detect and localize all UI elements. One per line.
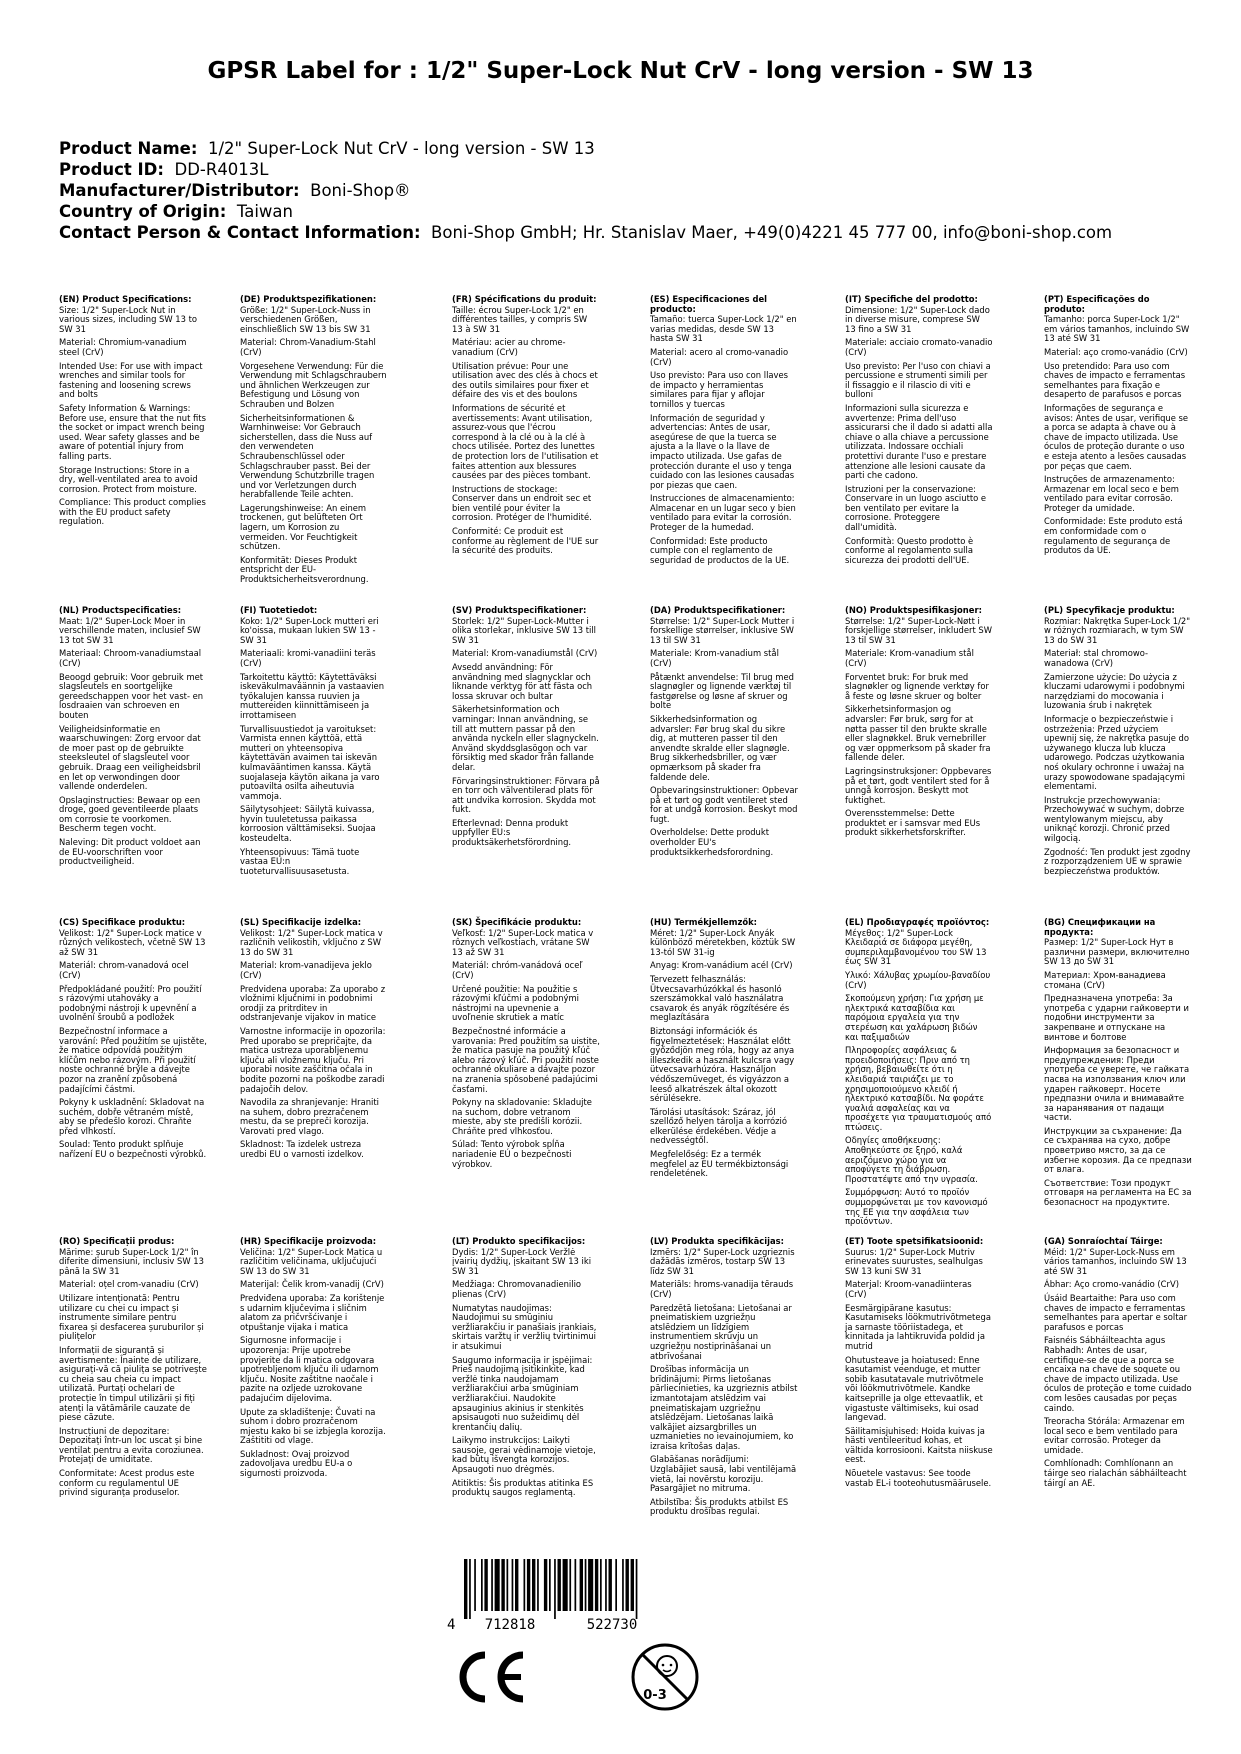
spec-heading: (LV) Produkta specifikācijas: — [650, 1236, 784, 1246]
spec-paragraph: Materijal: Čelik krom-vanadij (CrV) — [240, 1279, 384, 1290]
spec-paragraph: Vorgesehene Verwendung: Für die Verwendung mit Schlagschraubern und ähnlichen Werkzeugen zur Befestigung und Lösung von Schrauben und Bolzen — [240, 360, 387, 409]
spec-column — [650, 295, 798, 569]
barcode-bar — [600, 1559, 602, 1611]
spec-paragraph: Lagerungshinweise: An einem trockenen, gut belüfteten Ort lagern, um Korrosion zu vermeiden. Vor Feuchtigkeit schützen. — [240, 502, 367, 552]
barcode-bar — [609, 1559, 612, 1611]
spec-paragraph: Οδηγίες αποθήκευσης: Αποθηκεύστε σε ξηρό, καλά αεριζόμενο χώρο για να αποφύγετε τη διάβρωση. Προστατέψτε από την υγρασία. — [845, 1135, 978, 1184]
barcode-bar — [537, 1559, 539, 1611]
spec-paragraph: Yhteensopivuus: Tämä tuote vastaa EU:n tuoteturvallisuusasetusta. — [240, 846, 360, 876]
spec-paragraph: Comhlíonadh: Comhlíonann an táirge seo rialachán sábháilteacht táirgí an AE. — [1044, 1458, 1187, 1488]
spec-paragraph: Skladnost: Ta izdelek ustreza uredbi EU o varnosti izdelkov. — [240, 1139, 364, 1160]
info-manufacturer: Manufacturer/Distributor: Boni-Shop® — [59, 181, 411, 200]
spec-paragraph: Conformità: Questo prodotto è conforme al regolamento sulla sicurezza dei prodotti dell'UE. — [845, 535, 974, 565]
barcode-bar — [588, 1559, 593, 1611]
spec-paragraph: Storage Instructions: Store in a dry, well-ventilated area to avoid corrosion. Protect from moisture. — [59, 464, 198, 494]
barcode-bars — [464, 1559, 637, 1619]
spec-paragraph: Ohutusteave ja hoiatused: Enne kasutamist veenduge, et mutter sobib kasutatavale mutrivõtmele või löökmutrivõtmele. Kandke kaitseprille ja olge ettevaatlik, et vigastuste vältimiseks, kui osad langevad. — [845, 1354, 984, 1423]
spec-paragraph: Zamierzone użycie: Do użycia z kluczami udarowymi i podobnymi narzędziami do mocowania i luzowania śrub i nakrętek — [1044, 671, 1185, 711]
spec-heading: (ET) Toote spetsifikatsioonid: — [845, 1236, 984, 1246]
spec-paragraph: Utilisation prévue: Pour une utilisation avec des clés à chocs et des outils similaires pour fixer et défaire des vis et des boulons — [452, 360, 598, 400]
barcode-bar — [622, 1559, 624, 1611]
barcode-bar — [569, 1559, 571, 1611]
spec-heading: (NL) Productspecificaties: — [59, 605, 182, 615]
spec-paragraph: Zgodność: Ten produkt jest zgodny z rozporządzeniem UE w sprawie bezpieczeństwa produktów. — [1044, 846, 1191, 876]
barcode-bar — [501, 1559, 504, 1611]
spec-heading: (HR) Specifikacije proizvoda: — [240, 1236, 377, 1246]
spec-paragraph: Material: oțel crom-vanadiu (CrV) — [59, 1279, 199, 1290]
spec-paragraph: Materiál: chrom-vanadová ocel (CrV) — [59, 960, 189, 980]
spec-paragraph: Dydis: 1/2" Super-Lock Veržlė įvairių dydžių, įskaitant SW 13 iki SW 31 — [452, 1246, 592, 1276]
spec-column — [240, 606, 388, 880]
spec-column — [650, 606, 798, 861]
spec-heading: (SK) Špecifikácie produktu: — [452, 917, 582, 927]
age-warning-icon — [630, 1642, 700, 1712]
spec-paragraph: Predviđena uporaba: Za korištenje s udarnim ključevima i sličnim alatom za pričvršćivanje i otpuštanje vijaka i matica — [240, 1292, 385, 1332]
spec-heading: (RO) Specificații produs: — [59, 1236, 175, 1246]
spec-paragraph: Material: Krom-vanadiumstål (CrV) — [452, 648, 598, 659]
spec-heading: (GA) Sonraíochtaí Táirge: — [1044, 1236, 1163, 1246]
spec-paragraph: Opslaginstructies: Bewaar op een droge, goed geventileerde plaats om corrosie te voorkomen. Bescherm tegen vocht. — [59, 794, 201, 834]
spec-paragraph: Konformität: Dieses Produkt entspricht der EU-Produktsicherheitsverordnung. — [240, 554, 369, 585]
spec-paragraph: Material: Chromium-vanadium steel (CrV) — [59, 337, 187, 357]
spec-paragraph: Bezpečnostní informace a varování: Před použitím se ujistěte, že matice odpovídá použitým klíčům nebo rázovým. Při použití noste ochranné brýle a dávejte pozor na zranění způsobená padajícími částmi. — [59, 1025, 207, 1094]
spec-paragraph: Conformité: Ce produit est conforme au règlement de l'UE sur la sécurité des produits. — [452, 526, 599, 556]
spec-paragraph: Informații de siguranță și avertismente: Înainte de utilizare, asigurați-vă că piulița se potrivește cu cheia sau cheia cu impact utilizată. Purtați ochelari de protecție în timpul utilizării și fiți atenți la vătămările cauzate de piese căzute. — [59, 1344, 207, 1423]
spec-paragraph: Méret: 1/2" Super-Lock Anyák különböző méretekben, köztük SW 13-tól SW 31-ig — [650, 927, 796, 957]
spec-column — [650, 1237, 798, 1521]
spec-paragraph: Uso previsto: Para uso con llaves de impacto y herramientas similares para fijar y aflojar tornillos y tuercas — [650, 370, 789, 409]
spec-paragraph: Navodila za shranjevanje: Hraniti na suhem, dobro prezračenem mestu, da se prepreči korozija. Varovati pred vlago. — [240, 1097, 379, 1136]
ce-mark-icon — [457, 1649, 531, 1705]
spec-paragraph: Anyag: Krom-vanádium acél (CrV) — [650, 960, 793, 971]
spec-paragraph: Veiligheidsinformatie en waarschuwingen: Zorg ervoor dat de moer past op de gebruikte steeksleutel of slagsleutel voor gebruik. Draag een veiligheidsbril en let op verwondingen door vallende onderdelen. — [59, 723, 201, 792]
spec-column — [1044, 295, 1192, 560]
spec-paragraph: Sigurnosne informacije i upozorenja: Prije upotrebe provjerite da li matica odgovara upotrebljenom ključu ili udarnom ključu. Nosite zaštitne naočale i pazite na ozljede uzrokovane padajućim dijelovima. — [240, 1335, 379, 1403]
spec-paragraph: Tarkoitettu käyttö: Käytettäväksi iskeväkulmaväännin ja vastaavien työkalujen kanssa ruuvien ja muttereiden kiinnittämiseen ja irrottamiseen — [240, 671, 384, 720]
spec-paragraph: Taille: écrou Super-Lock 1/2" en différentes tailles, y compris SW 13 à SW 31 — [452, 304, 588, 334]
spec-paragraph: Matériau: acier au chrome-vanadium (CrV) — [452, 337, 566, 357]
spec-heading: (LT) Produkto specifikacijos: — [452, 1236, 586, 1246]
spec-paragraph: Informations de sécurité et avertissements: Avant utilisation, assurez-vous que l'écrou correspond à la clé ou à la clé à chocs utilisée. Portez des lunettes de protection lors de l'utilisation et faites attention aux blessures causées par des pièces tombant. — [452, 402, 599, 481]
spec-paragraph: Uso pretendido: Para uso com chaves de impacto e ferramentas semelhantes para fixação e desaperto de parafusos e porcas — [1044, 360, 1186, 400]
spec-paragraph: Pokyny k uskladnění: Skladovat na suchém, dobře větraném místě, aby se předešlo korozi. Chraňte před vlhkostí. — [59, 1097, 205, 1136]
barcode-bar — [527, 1559, 530, 1611]
spec-heading: (FI) Tuotetiedot: — [240, 605, 318, 615]
barcode-bar — [626, 1559, 629, 1611]
spec-paragraph: Numatytas naudojimas: Naudojimui su smūginiu veržliarakčiu ir panašiais įrankiais, skirtais varžtų ir veržlių tvirtinimui ir atsukimui — [452, 1302, 597, 1351]
barcode-group-1: 712818 — [484, 1617, 536, 1632]
spec-paragraph: Izmērs: 1/2" Super-Lock uzgrieznis dažādās izmēros, tostarp SW 13 līdz SW 31 — [650, 1246, 795, 1276]
spec-paragraph: Upute za skladištenje: Čuvati na suhom i dobro prozračenom mjestu kako bi se izbjegla korozija. Zaštititi od vlage. — [240, 1406, 386, 1446]
spec-paragraph: Treoracha Stórála: Armazenar em local seco e bem ventilado para evitar corrosão. Proteger da umidade. — [1044, 1416, 1185, 1455]
spec-heading: (SV) Produktspecifikationer: — [452, 605, 587, 615]
barcode-bar — [515, 1559, 518, 1611]
spec-heading: (IT) Specifiche del prodotto: — [845, 294, 978, 304]
barcode-bar — [580, 1559, 583, 1611]
spec-paragraph: Съответствие: Този продукт отговаря на регламента на ЕС за безопасност на продуктите. — [1044, 1177, 1192, 1208]
barcode-bar — [615, 1559, 617, 1611]
spec-paragraph: Tárolási utasítások: Száraz, jól szellőző helyen tárolja a korrózió elkerülése érdekében. Védje a nedvességtől. — [650, 1106, 787, 1146]
spec-paragraph: Material: krom-vanadijeva jeklo (CrV) — [240, 960, 372, 980]
spec-heading: (PT) Especificações do produto: — [1044, 294, 1150, 314]
spec-paragraph: Určené použitie: Na použitie s rázovými kľúčmi a podobnými nástrojmi na upevnenie a uvoľnenie skrutiek a matíc — [452, 983, 579, 1023]
barcode-bar — [549, 1559, 551, 1611]
spec-paragraph: Materiale: Krom-vanadium stål (CrV) — [650, 648, 779, 668]
spec-paragraph: Materiał: stal chromowo-wanadowa (CrV) — [1044, 648, 1149, 668]
spec-paragraph: Megfelelőség: Ez a termék megfelel az EU termékbiztonsági rendeletének. — [650, 1149, 789, 1179]
barcode-bar — [481, 1559, 483, 1611]
spec-paragraph: Инструкции за съхранение: Да се съхранява на сухо, добре проветриво място, за да се избегне корозия. Да се предпази от влага. — [1044, 1125, 1192, 1175]
info-contact: Contact Person & Contact Information: Boni-Shop GmbH; Hr. Stanislav Maer, +49(0)4221 45 777 00, info@boni-shop.com — [59, 223, 1113, 242]
spec-paragraph: Rozmiar: Nakrętka Super-Lock 1/2" w różnych rozmiarach, w tym SW 13 do SW 31 — [1044, 615, 1191, 645]
spec-paragraph: Compliance: This product complies with the EU product safety regulation. — [59, 497, 206, 527]
spec-paragraph: Předpokládané použití: Pro použití s rázovými utahováky a podobnými nástroji k upevnění a uvolnění šroubů a podložek — [59, 983, 202, 1023]
barcode-bar — [636, 1559, 638, 1619]
spec-column — [59, 295, 207, 531]
spec-paragraph: Materjal: Kroom-vanadiinteras (CrV) — [845, 1279, 972, 1299]
barcode-bar — [558, 1559, 561, 1611]
barcode-bar — [507, 1559, 509, 1611]
barcode-bar — [563, 1559, 568, 1611]
spec-paragraph: Instrucțiuni de depozitare: Depozitați într-un loc uscat și bine ventilat pentru a evita coroziunea. Protejați de umiditate. — [59, 1425, 204, 1465]
spec-paragraph: Velikost: 1/2" Super-Lock matica v različnih velikostih, vključno z SW 13 do SW 31 — [240, 927, 383, 957]
barcode-bar — [605, 1559, 607, 1611]
spec-paragraph: Tervezett felhasználás: Ütvecsavarhúzókkal és hasonló szerszámokkal való használatra csavarok és anyák rögzítésére és meglazítására — [650, 973, 790, 1023]
spec-column — [240, 295, 388, 589]
spec-paragraph: Veličina: 1/2" Super-Lock Matica u različitim veličinama, uključujući SW 13 do SW 31 — [240, 1246, 383, 1276]
spec-heading: (SL) Specifikacije izdelka: — [240, 917, 362, 927]
spec-paragraph: Súlad: Tento výrobok spĺňa nariadenie EÚ o bezpečnosti výrobkov. — [452, 1139, 572, 1169]
spec-paragraph: Размер: 1/2" Super-Lock Нут в различни размери, включително SW 13 до SW 31 — [1044, 937, 1190, 967]
spec-paragraph: Tamanho: porca Super-Lock 1/2" em vários tamanhos, incluindo SW 13 até SW 31 — [1044, 314, 1190, 344]
spec-paragraph: Mărime: șurub Super-Lock 1/2" în diferite dimensiuni, inclusiv SW 13 până la SW 31 — [59, 1246, 204, 1276]
spec-paragraph: Tamaño: tuerca Super-Lock 1/2" en varias medidas, desde SW 13 hasta SW 31 — [650, 314, 797, 344]
barcode-bar — [554, 1559, 556, 1619]
spec-paragraph: Предназначена употреба: За употреба с ударни гайковерти и подобни инструменти за закрепване и отпускане на винтове и болтове — [1044, 993, 1189, 1042]
barcode-bar — [491, 1559, 493, 1611]
spec-paragraph: Materiāls: hroms-vanadija tērauds (CrV) — [650, 1279, 794, 1299]
spec-paragraph: Conformidad: Este producto cumple con el reglamento de seguridad de productos de la UE. — [650, 535, 790, 565]
spec-column — [59, 606, 207, 871]
spec-paragraph: Sicherheitsinformationen & Warnhinweise: Vor Gebrauch sicherstellen, dass die Nuss auf den verwendeten Schraubenschlüssel oder Schlagschrauber passt. Bei der Verwendung Schutzbrille tragen und vor Verletzungen durch herabfallende Teile achten. — [240, 412, 375, 500]
spec-paragraph: Informações de segurança e avisos: Antes de usar, verifique se a porca se adapta à chave ou à chave de impacto utilizada. Use óculos de proteção durante o uso e esteja atento a lesões causadas por peças que caem. — [1044, 402, 1189, 471]
barcode-bar — [495, 1559, 500, 1611]
barcode-bar — [575, 1559, 577, 1611]
spec-paragraph: Συμμόρφωση: Αυτό το προϊόν συμμορφώνεται με τον κανονισμό της ΕΕ για την ασφάλεια των προϊόντων. — [845, 1187, 988, 1227]
spec-paragraph: Biztonsági információk és figyelmeztetések: Használat előtt győződjön meg róla, hogy az anya illeszkedik a használt kulcsra vagy ütvecsavarhúzóra. Használjon védőszemüveget, és vigyázzon a leeső alkatrészek által okozott sérülésekre. — [650, 1025, 795, 1104]
spec-paragraph: Ábhar: Aço cromo-vanádio (CrV) — [1044, 1279, 1179, 1290]
spec-paragraph: Størrelse: 1/2" Super-Lock-Nøtt i forskjellige størrelser, inkludert SW 13 til SW 31 — [845, 615, 992, 645]
spec-column — [452, 606, 600, 852]
spec-column — [845, 918, 993, 1231]
spec-paragraph: Størrelse: 1/2" Super-Lock Mutter i forskellige størrelser, inklusive SW 13 til SW 31 — [650, 615, 795, 645]
spec-paragraph: Instrukcje przechowywania: Przechowywać w suchym, dobrze wentylowanym miejscu, aby uniknąć korozji. Chronić przed wilgocią. — [1044, 794, 1185, 844]
spec-paragraph: Eesmärgipärane kasutus: Kasutamiseks löökmutrivõtmetega ja sarnaste tööriistadega, et kinnitada ja lahtikruvida poldid ja mutrid — [845, 1302, 991, 1351]
product-info — [59, 138, 1219, 243]
spec-column — [845, 295, 993, 569]
spec-paragraph: Materiaal: Chroom-vanadiumstaal (CrV) — [59, 648, 202, 668]
spec-heading: (BG) Спецификации на продукта: — [1044, 917, 1156, 937]
spec-paragraph: Suurus: 1/2" Super-Lock Mutriv erinevates suurustes, sealhulgas SW 13 kuni SW 31 — [845, 1246, 983, 1276]
spec-paragraph: Maat: 1/2" Super-Lock Moer in verschillende maten, inclusief SW 13 tot SW 31 — [59, 615, 201, 645]
spec-paragraph: Overensstemmelse: Dette produktet er i samsvar med EUs produkt sikkerhetsforskrifter. — [845, 808, 981, 838]
spec-column — [452, 295, 600, 560]
spec-paragraph: Atbilstība: Šis produkts atbilst ES produktu drošības regulai. — [650, 1496, 789, 1517]
ean-barcode — [442, 1557, 692, 1632]
spec-column — [1044, 1237, 1192, 1492]
spec-paragraph: Velikost: 1/2" Super-Lock matice v různých velikostech, včetně SW 13 až SW 31 — [59, 927, 206, 957]
barcode-bar — [469, 1559, 471, 1619]
spec-column — [240, 1237, 388, 1483]
spec-paragraph: Materiál: chróm-vanádová oceľ (CrV) — [452, 960, 583, 980]
spec-paragraph: Naleving: Dit product voldoet aan de EU-voorschriften voor productveiligheid. — [59, 837, 201, 867]
spec-paragraph: Sukladnost: Ovaj proizvod zadovoljava uredbu EU-a o sigurnosti proizvoda. — [240, 1448, 353, 1479]
spec-paragraph: Atitiktis: Šis produktas atitinka ES produktų saugos reglamentą. — [452, 1477, 594, 1498]
spec-paragraph: Bezpečnostné informácie a varovania: Pred použitím sa uistite, že matica pasuje na použitý kľúč alebo rázový kľúč. Pri použití noste ochranné okuliare a dávajte pozor na zranenia spôsobené padajúcimi časťami. — [452, 1025, 600, 1094]
spec-paragraph: Istruzioni per la conservazione: Conservare in un luogo asciutto e ben ventilato per evitare la corrosione. Proteggere dall'umidità. — [845, 483, 987, 533]
barcode-bar — [544, 1559, 547, 1611]
spec-paragraph: Материал: Хром-ванадиева стомана (CrV) — [1044, 969, 1166, 990]
spec-heading: (CS) Specifikace produktu: — [59, 917, 186, 927]
spec-paragraph: Storlek: 1/2" Super-Lock-Mutter i olika storlekar, inklusive SW 13 till SW 31 — [452, 615, 596, 645]
spec-paragraph: Dimensione: 1/2" Super-Lock dado in diverse misure, comprese SW 13 fino a SW 31 — [845, 304, 990, 334]
barcode-bar — [474, 1559, 476, 1611]
spec-paragraph: Sikkerhetsinformasjon og advarsler: Før bruk, sørg for at nøtta passer til den brukte skralle eller slagnøkkel. Bruk vernebriller og vær oppmerksom på skader fra fallende deler. — [845, 704, 991, 763]
spec-heading: (DE) Produktspezifikationen: — [240, 294, 377, 304]
spec-paragraph: Materiale: acciaio cromato-vanadio (CrV) — [845, 337, 993, 357]
spec-paragraph: Paredzētā lietošana: Lietošanai ar pneimatiskiem uzgriežņu atslēdziem un līdzīgiem instrumentiem skrūvju un uzgriežņu nostiprināšanai un atbrīvošanai — [650, 1302, 792, 1361]
spec-paragraph: Avsedd användning: För användning med slagnycklar och liknande verktyg för att fästa och lossa skruvar och bultar — [452, 661, 593, 701]
spec-column — [1044, 918, 1192, 1212]
spec-column — [1044, 606, 1192, 880]
spec-column — [452, 918, 600, 1173]
spec-paragraph: Pokyny na skladovanie: Skladujte na suchom, dobre vetranom mieste, aby ste predišli korózii. Chráňte pred vlhkosťou. — [452, 1097, 592, 1136]
spec-paragraph: Информация за безопасност и предупреждения: Преди употреба се уверете, че гайката пасва на използвания ключ или ударен гайковерт. Носете предпазни очила и внимавайте за наранявания от падащи части. — [1044, 1045, 1190, 1123]
spec-paragraph: Efterlevnad: Denna produkt uppfyller EU:s produktsäkerhetsförordning. — [452, 817, 572, 848]
spec-paragraph: Säilytysohjeet: Säilytä kuivassa, hyvin tuuletetussa paikassa korroosion välttämiseksi. Suojaa kosteudelta. — [240, 804, 376, 844]
spec-paragraph: Instruções de armazenamento: Armazenar em local seco e bem ventilado para evitar corrosão. Proteger da umidade. — [1044, 474, 1179, 513]
spec-paragraph: Koko: 1/2" Super-Lock mutteri eri ko'oissa, mukaan lukien SW 13 - SW 31 — [240, 615, 379, 645]
barcode-group-2: 522730 — [586, 1617, 638, 1632]
spec-paragraph: Opbevaringsinstruktioner: Opbevar på et tørt og godt ventileret sted for at undgå korrosion. Beskyt mod fugt. — [650, 785, 798, 824]
spec-column — [452, 1237, 600, 1502]
spec-paragraph: Größe: 1/2" Super-Lock-Nuss in verschiedenen Größen, einschließlich SW 13 bis SW 31 — [240, 304, 371, 334]
spec-heading: (ES) Especificaciones del producto: — [650, 294, 768, 314]
spec-paragraph: Förvaringsinstruktioner: Förvara på en torr och välventilerad plats för att undvika korrosion. Skydda mot fukt. — [452, 775, 600, 815]
spec-column — [845, 1237, 993, 1492]
age-label: 0-3 — [643, 1688, 667, 1703]
spec-paragraph: Instrucciones de almacenamiento: Almacenar en un lugar seco y bien ventilado para evitar la corrosión. Proteger de la humedad. — [650, 493, 796, 533]
info-country: Country of Origin: Taiwan — [59, 202, 293, 221]
spec-paragraph: Utilizare intenționată: Pentru utilizare cu chei cu impact și instrumente similare pentru fixarea și desfacerea șuruburilor și piulițelor — [59, 1292, 204, 1342]
spec-heading: (PL) Specyfikacje produktu: — [1044, 605, 1175, 615]
spec-paragraph: Drošības informācija un brīdinājumi: Pirms lietošanas pārliecinieties, ka uzgrieznis atbilst izmantotajam atslēdzim vai pneimatiskajam uzgriežņu atslēdzējam. Lietošanas laikā valkājiet aizsargbrilles un uzmanieties no ievainojumiem, ko izraisa krītošas daļas. — [650, 1364, 798, 1451]
spec-paragraph: Material: Chrom-Vanadium-Stahl (CrV) — [240, 337, 376, 357]
spec-paragraph: Informacje o bezpieczeństwie i ostrzeżenia: Przed użyciem upewnij się, że nakrętka pasuje do używanego klucza lub klucza udarowego. Podczas użytkowania noś okulary ochronne i uważaj na urazy spowodowane spadającymi elementami. — [1044, 713, 1189, 792]
spec-paragraph: Overholdelse: Dette produkt overholder EU's produktsikkerhedsforordning. — [650, 827, 774, 857]
barcode-bar — [532, 1559, 535, 1611]
spec-paragraph: Υλικό: Χάλυβας χρωμίου-βαναδίου (CrV) — [845, 969, 991, 990]
spec-column — [59, 918, 207, 1164]
spec-paragraph: Soulad: Tento produkt splňuje nařízení EU o bezpečnosti výrobků. — [59, 1139, 207, 1160]
spec-paragraph: Laikymo instrukcijos: Laikyti sausoje, gerai vėdinamoje vietoje, kad būtų išvengta korozijos. Apsaugoti nuo drėgmės. — [452, 1435, 596, 1475]
barcode-bar — [524, 1559, 526, 1611]
spec-paragraph: Conformidade: Este produto está em conformidade com o regulamento de segurança de produtos da UE. — [1044, 516, 1183, 556]
spec-paragraph: Instructions de stockage: Conserver dans un endroit sec et bien ventilé pour éviter la corrosion. Protéger de l'humidité. — [452, 483, 592, 523]
spec-column — [240, 918, 388, 1164]
spec-paragraph: Méid: 1/2" Super-Lock-Nuss em vários tamanhos, incluindo SW 13 até SW 31 — [1044, 1246, 1187, 1276]
spec-paragraph: Predvidena uporaba: Za uporabo z vložnimi ključnimi in podobnimi orodji za pritrditev in odstranjevanje vijakov in matice — [240, 983, 386, 1023]
barcode-bar — [631, 1559, 634, 1611]
spec-paragraph: Veľkosť: 1/2" Super-Lock matica v rôznych veľkostiach, vrátane SW 13 až SW 31 — [452, 927, 594, 957]
spec-heading: (DA) Produktspecifikationer: — [650, 605, 786, 615]
spec-paragraph: Conformitate: Acest produs este conform cu regulamentul UE privind siguranța produselor. — [59, 1468, 195, 1498]
barcode-bar — [595, 1559, 598, 1611]
spec-paragraph: Säkerhetsinformation och varningar: Innan användning, se till att muttern passar på den använda nyckeln eller slagnyckeln. Använd skyddsglasögon och var försiktig med skador från fallande delar. — [452, 704, 599, 772]
spec-paragraph: Saugumo informacija ir įspėjimai: Prieš naudojimą įsitikinkite, kad veržlė tinka naudojamam veržliarakčiui arba smūginiam veržliarakčiui. Naudokite apsauginius akinius ir stenkitės apsisaugoti nuo sužeidimų dėl krentančių dalių. — [452, 1354, 593, 1432]
spec-column — [59, 1237, 207, 1502]
spec-paragraph: Informazioni sulla sicurezza e avvertenze: Prima dell'uso assicurarsi che il dado si adatti alla chiave o alla chiave a percussione utilizzata. Indossare occhiali protettivi durante l'uso e prestare attenzione alle lesioni causate da parti che cadono. — [845, 402, 993, 481]
spec-heading: (EN) Product Specifications: — [59, 294, 192, 304]
spec-paragraph: Sikkerhedsinformation og advarsler: Før brug skal du sikre dig, at mutteren passer til den anvendte skralde eller slagnøgle. Brug sikkerhedsbriller, og vær opmærksom på skader fra faldende dele. — [650, 713, 790, 782]
spec-paragraph: Turvallisuustiedot ja varoitukset: Varmista ennen käyttöä, että mutteri on yhteensopiva käytettävän avaimen tai iskevän kulmavääntimen kanssa. Käytä suojalaseja käytön aikana ja varo putoavilta osilta aiheutuvia vammoja. — [240, 723, 380, 801]
page-title: GPSR Label for : 1/2" Super-Lock Nut CrV - long version - SW 13 — [207, 58, 1034, 84]
spec-paragraph: Varnostne informacije in opozorila: Pred uporabo se prepričajte, da matica ustreza uporabljenemu ključu ali vložnemu ključu. Pri uporabi nosite zaščitna očala in bodite pozorni na poškodbe zaradi padajočih delov. — [240, 1025, 386, 1094]
spec-heading: (FR) Spécifications du produit: — [452, 294, 597, 304]
spec-paragraph: Uso previsto: Per l'uso con chiavi a percussione e strumenti simili per il fissaggio e il rilascio di viti e bulloni — [845, 360, 991, 400]
spec-paragraph: Säilitamisjuhised: Hoida kuivas ja hästi ventileeritud kohas, et vältida korrosiooni. Kaitsta niiskuse eest. — [845, 1425, 993, 1465]
spec-heading: (HU) Termékjellemzők: — [650, 917, 758, 927]
spec-paragraph: Πληροφορίες ασφάλειας & προειδοποιήσεις: Πριν από τη χρήση, βεβαιωθείτε ότι η κλειδαριά ταιριάζει με το χρησιμοποιούμενο κλειδί ή ηλεκτρικό κατσαβίδι. Να φοράτε γυαλιά ασφαλείας και να προσέχετε για τραυματισμούς από πτώσεις. — [845, 1045, 992, 1132]
spec-heading: (NO) Produktspesifikasjoner: — [845, 605, 982, 615]
spec-paragraph: Glabāšanas norādījumi: Uzglabājiet sausā, labi ventilējamā vietā, lai novērstu koroziju. Pasargājiet no mitruma. — [650, 1454, 797, 1494]
spec-paragraph: Safety Information & Warnings: Before use, ensure that the nut fits the socket or impact wrench being used. Wear safety glasses and be aware of potential injury from falling parts. — [59, 402, 206, 461]
barcode-bar — [484, 1559, 487, 1611]
spec-paragraph: Lagringsinstruksjoner: Oppbevares på et tørt, godt ventilert sted for å unngå korrosjon. Beskytt mot fuktighet. — [845, 765, 992, 805]
spec-paragraph: Úsáid Beartaithe: Para uso com chaves de impacto e ferramentas semelhantes para apertar e soltar parafusos e porcas — [1044, 1292, 1188, 1332]
info-product-id: Product ID: DD-R4013L — [59, 160, 269, 179]
spec-paragraph: Intended Use: For use with impact wrenches and similar tools for fastening and loosening screws and bolts — [59, 360, 203, 400]
spec-paragraph: Påtænkt anvendelse: Til brug med slagnøgler og lignende værktøj til fastgørelse og løsne af skruer og bolte — [650, 671, 794, 711]
barcode-bar — [585, 1559, 587, 1611]
spec-paragraph: Σκοπούμενη χρήση: Για χρήση με ηλεκτρικά κατσαβίδια και παρόμοια εργαλεία για την στερέωση και χαλάρωση βιδών και παξιμαδιών — [845, 993, 984, 1042]
spec-paragraph: Medžiaga: Chromovanadienilio plienas (CrV) — [452, 1279, 582, 1299]
spec-paragraph: Información de seguridad y advertencias: Antes de usar, asegúrese de que la tuerca se ajusta a la llave o la llave de impacto utilizada. Use gafas de protección durante el uso y tenga cuidado con las lesiones causadas por piezas que caen. — [650, 412, 795, 490]
spec-paragraph: Nõuetele vastavus: See toode vastab EL-i tooteohutusmäärusele. — [845, 1468, 992, 1488]
spec-paragraph: Forventet bruk: For bruk med slagnøkler og lignende verktøy for å feste og løsne skruer og bolter — [845, 671, 989, 701]
spec-paragraph: Material: acero al cromo-vanadio (CrV) — [650, 346, 789, 367]
spec-paragraph: Materiaali: kromi-vanadiini teräs (CrV) — [240, 648, 376, 668]
spec-paragraph: Material: aço cromo-vanádio (CrV) — [1044, 346, 1188, 357]
spec-paragraph: Μέγεθος: 1/2" Super-Lock Κλειδαριά σε διάφορα μεγέθη, συμπεριλαμβανομένου του SW 13 έως SW 31 — [845, 927, 987, 967]
spec-column — [650, 918, 798, 1183]
spec-column — [845, 606, 993, 842]
spec-heading: (EL) Προδιαγραφές προϊόντος: — [845, 917, 990, 927]
spec-paragraph: Materiale: Krom-vanadium stål (CrV) — [845, 648, 974, 668]
barcode-bar — [512, 1559, 514, 1611]
spec-paragraph: Faisnéis Sábháilteachta agus Rabhadh: Antes de usar, certifique-se de que a porca se encaixa na chave de soquete ou chave de impacto utilizada. Use óculos de proteção e tome cuidado com lesões causadas por peças caindo. — [1044, 1335, 1192, 1413]
barcode-bar — [464, 1559, 467, 1619]
info-product-name: Product Name: 1/2" Super-Lock Nut CrV - long version - SW 13 — [59, 139, 595, 158]
barcode-digit-1: 4 — [447, 1617, 456, 1632]
spec-paragraph: Size: 1/2" Super-Lock Nut in various sizes, including SW 13 to SW 31 — [59, 304, 198, 334]
spec-paragraph: Beoogd gebruik: Voor gebruik met slagsleutels en soortgelijke gereedschappen voor het vast- en losdraaien van schroeven en bouten — [59, 671, 204, 720]
